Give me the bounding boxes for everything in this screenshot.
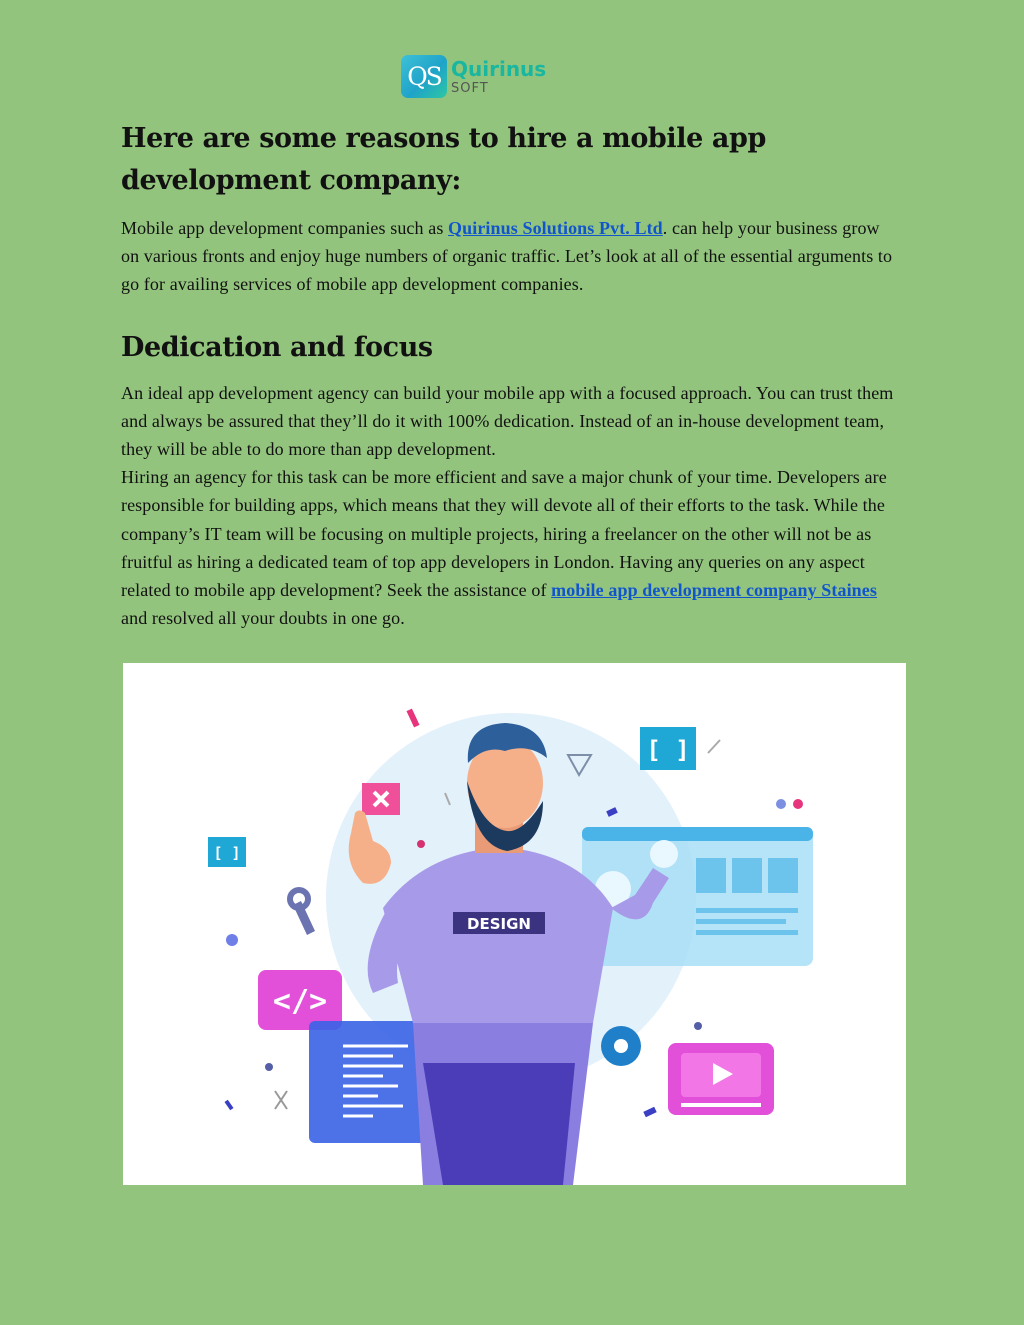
shirt-text: DESIGN <box>467 915 531 933</box>
text-line-2 <box>696 919 786 924</box>
ui-circle-2 <box>650 840 678 868</box>
dot-blue-left <box>226 934 238 946</box>
intro-text-before: Mobile app development companies such as <box>121 218 449 238</box>
intro-text-after: . can help your business grow on various fronts and enjoy huge numbers of organic traffic. Let’s look at all of the essential arguments to go for availing services of mobile app development companies. <box>121 218 893 295</box>
text-line-3 <box>696 930 798 935</box>
intro-paragraph <box>121 214 901 299</box>
card-1 <box>696 858 726 893</box>
bracket-small-text: [ ] <box>213 844 241 862</box>
developer-illustration <box>123 663 906 1185</box>
staines-link[interactable]: mobile app development company Staines <box>551 580 877 601</box>
dash-1 <box>708 740 720 753</box>
quirinus-link[interactable]: Quirinus Solutions Pvt. Ltd <box>448 218 663 238</box>
logo-subtitle: SOFT <box>451 80 489 96</box>
text-line-1 <box>696 908 798 913</box>
video-progress <box>681 1103 761 1107</box>
confetti-right <box>643 1107 656 1118</box>
card-2 <box>732 858 762 893</box>
card-3 <box>768 858 798 893</box>
dedication-text-3: and resolved all your doubts in one go. <box>121 608 405 629</box>
logo-text <box>451 56 547 96</box>
illustration-svg <box>123 663 906 1185</box>
company-logo <box>401 55 546 98</box>
bracket-large-text: [ ] <box>646 736 690 764</box>
dedication-text-1: An ideal app development agency can build your mobile app with a focused approach. You can trust them and always be assured that they’ll do it with 100% dedication. Instead of an in-house development team, they will be able to do more than app development. <box>121 382 894 460</box>
article-content <box>121 118 901 632</box>
browser-bar <box>582 827 813 841</box>
person-pants <box>423 1063 575 1185</box>
confetti-left <box>224 1100 233 1110</box>
section-heading-reasons: Here are some reasons to hire a mobile app development company: <box>121 123 766 196</box>
logo-badge: QS <box>401 55 447 98</box>
confetti-pink <box>406 709 419 728</box>
dedication-text-2: Hiring an agency for this task can be more efficient and save a major chunk of your time. Developers are responsible for building apps, which means that they will devote all of their efforts to the task. While the company’s IT team will be focusing on multiple projects, hiring a freelancer on the other will not be as fruitful as hiring a dedicated team of top app developers in London. Having any queries on any aspect related to mobile app development? Seek the assistance of <box>121 467 887 601</box>
code-icon: </> <box>272 984 328 1019</box>
dedication-paragraph <box>121 379 901 633</box>
section-heading-dedication: Dedication and focus <box>121 331 433 363</box>
dot-small-left <box>265 1063 273 1071</box>
dot-blue <box>776 799 786 809</box>
logo-name: Quirinus <box>451 56 547 81</box>
wrench-head <box>290 890 308 908</box>
dot-pink <box>793 799 803 809</box>
gear-hole <box>614 1039 628 1053</box>
dot-pink-center <box>417 840 425 848</box>
dot-small <box>694 1022 702 1030</box>
